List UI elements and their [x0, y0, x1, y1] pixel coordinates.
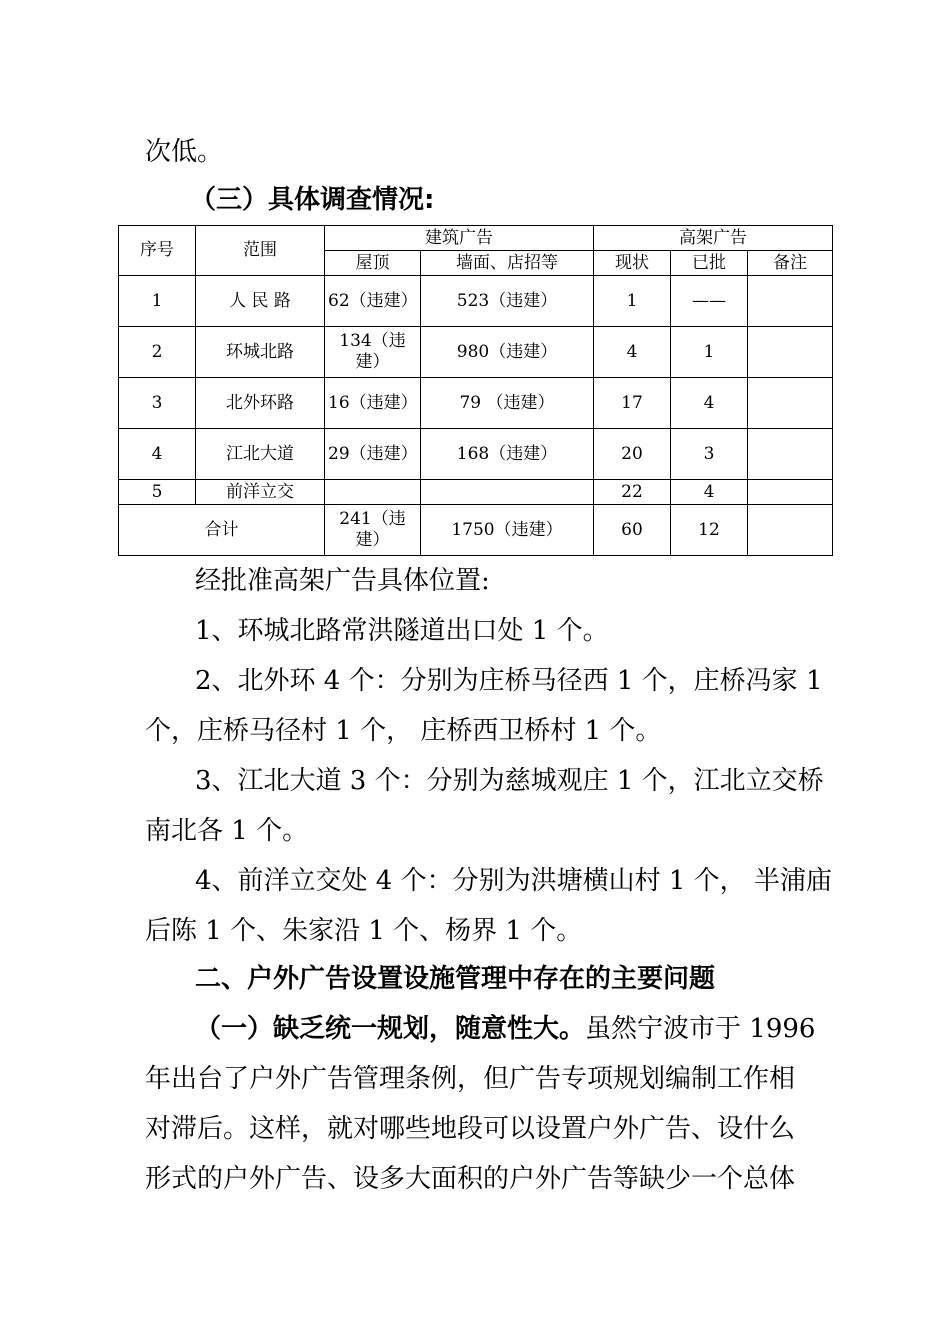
- cell-index: 2: [119, 327, 196, 378]
- cell-total-label: 合计: [119, 505, 325, 556]
- cell-index: 1: [119, 276, 196, 327]
- cell-total-roof: 241（违建）: [325, 505, 421, 556]
- problem-1-line-3: 对滞后。这样，就对哪些地段可以设置户外广告、设什么: [145, 1114, 796, 1144]
- cell-total-status: 60: [594, 505, 671, 556]
- cell-wall: 168（违建）: [421, 429, 594, 480]
- cell-approved: 4: [671, 378, 748, 429]
- cell-index: 4: [119, 429, 196, 480]
- table-row: [119, 480, 833, 505]
- cell-approved: 3: [671, 429, 748, 480]
- item-2-line-1: 2、北外环 4 个：分别为庄桥马径西 1 个，庄桥冯家 1: [195, 666, 823, 696]
- survey-table: [118, 225, 833, 556]
- header-scope: 范围: [196, 226, 325, 276]
- cell-remarks: [748, 429, 833, 480]
- problem-1-line-1-rest: 虽然宁波市于 1996: [585, 1014, 816, 1044]
- cell-wall: 79 （违建）: [421, 378, 594, 429]
- cell-total-wall: 1750（违建）: [421, 505, 594, 556]
- header-wall: 墙面、店招等: [421, 251, 594, 276]
- item-4-line-2: 后陈 1 个、朱家沿 1 个、杨界 1 个。: [145, 916, 583, 946]
- item-2-line-2: 个，庄桥马径村 1 个， 庄桥西卫桥村 1 个。: [145, 716, 662, 746]
- cell-index: 3: [119, 378, 196, 429]
- cell-status: 17: [594, 378, 671, 429]
- cell-index: 5: [119, 480, 196, 505]
- header-status: 现状: [594, 251, 671, 276]
- section-2-title: 二、户外广告设置设施管理中存在的主要问题: [195, 964, 716, 994]
- header-index: 序号: [119, 226, 196, 276]
- cell-approved: 4: [671, 480, 748, 505]
- cell-status: 4: [594, 327, 671, 378]
- item-3-line-2: 南北各 1 个。: [145, 816, 309, 846]
- header-building-ads: 建筑广告: [325, 226, 594, 251]
- cell-status: 1: [594, 276, 671, 327]
- header-remarks: 备注: [748, 251, 833, 276]
- cell-wall: 980（违建）: [421, 327, 594, 378]
- problem-1-line-2: 年出台了户外广告管理条例，但广告专项规划编制工作相: [145, 1064, 796, 1094]
- cell-wall: [421, 480, 594, 505]
- cell-scope: 人 民 路: [196, 276, 325, 327]
- cell-scope: 前洋立交: [196, 480, 325, 505]
- cell-approved: 1: [671, 327, 748, 378]
- item-4-line-1: 4、前洋立交处 4 个：分别为洪塘横山村 1 个， 半浦庙: [195, 866, 832, 896]
- cell-roof: 134（违建）: [325, 327, 421, 378]
- cell-remarks: [748, 276, 833, 327]
- item-1: 1、环城北路常洪隧道出口处 1 个。: [195, 616, 609, 646]
- table-row: [119, 276, 833, 327]
- cell-roof: 62（违建）: [325, 276, 421, 327]
- cell-roof: 29（违建）: [325, 429, 421, 480]
- cell-scope: 江北大道: [196, 429, 325, 480]
- table-total-row: [119, 505, 833, 556]
- cell-status: 22: [594, 480, 671, 505]
- cell-scope: 北外环路: [196, 378, 325, 429]
- section-title: （三）具体调查情况:: [190, 185, 435, 215]
- header-elevated-ads: 高架广告: [594, 226, 833, 251]
- intro-tail: 次低。: [145, 137, 224, 167]
- cell-status: 20: [594, 429, 671, 480]
- problem-1-line-4: 形式的户外广告、设多大面积的户外广告等缺少一个总体: [145, 1164, 796, 1194]
- cell-roof: 16（违建）: [325, 378, 421, 429]
- cell-remarks: [748, 378, 833, 429]
- cell-remarks: [748, 327, 833, 378]
- cell-remarks: [748, 480, 833, 505]
- cell-scope: 环城北路: [196, 327, 325, 378]
- header-approved: 已批: [671, 251, 748, 276]
- cell-total-remarks: [748, 505, 833, 556]
- cell-wall: 523（违建）: [421, 276, 594, 327]
- table-row: [119, 429, 833, 480]
- cell-roof: [325, 480, 421, 505]
- cell-approved: ——: [671, 276, 748, 327]
- table-row: [119, 327, 833, 378]
- approved-title: 经批准高架广告具体位置:: [195, 566, 490, 596]
- problem-1-lead: （一）缺乏统一规划，随意性大。: [195, 1014, 586, 1044]
- problem-1-line-1: [195, 1013, 815, 1045]
- item-3-line-1: 3、江北大道 3 个：分别为慈城观庄 1 个，江北立交桥: [195, 766, 824, 796]
- table-row: [119, 378, 833, 429]
- header-roof: 屋顶: [325, 251, 421, 276]
- cell-total-approved: 12: [671, 505, 748, 556]
